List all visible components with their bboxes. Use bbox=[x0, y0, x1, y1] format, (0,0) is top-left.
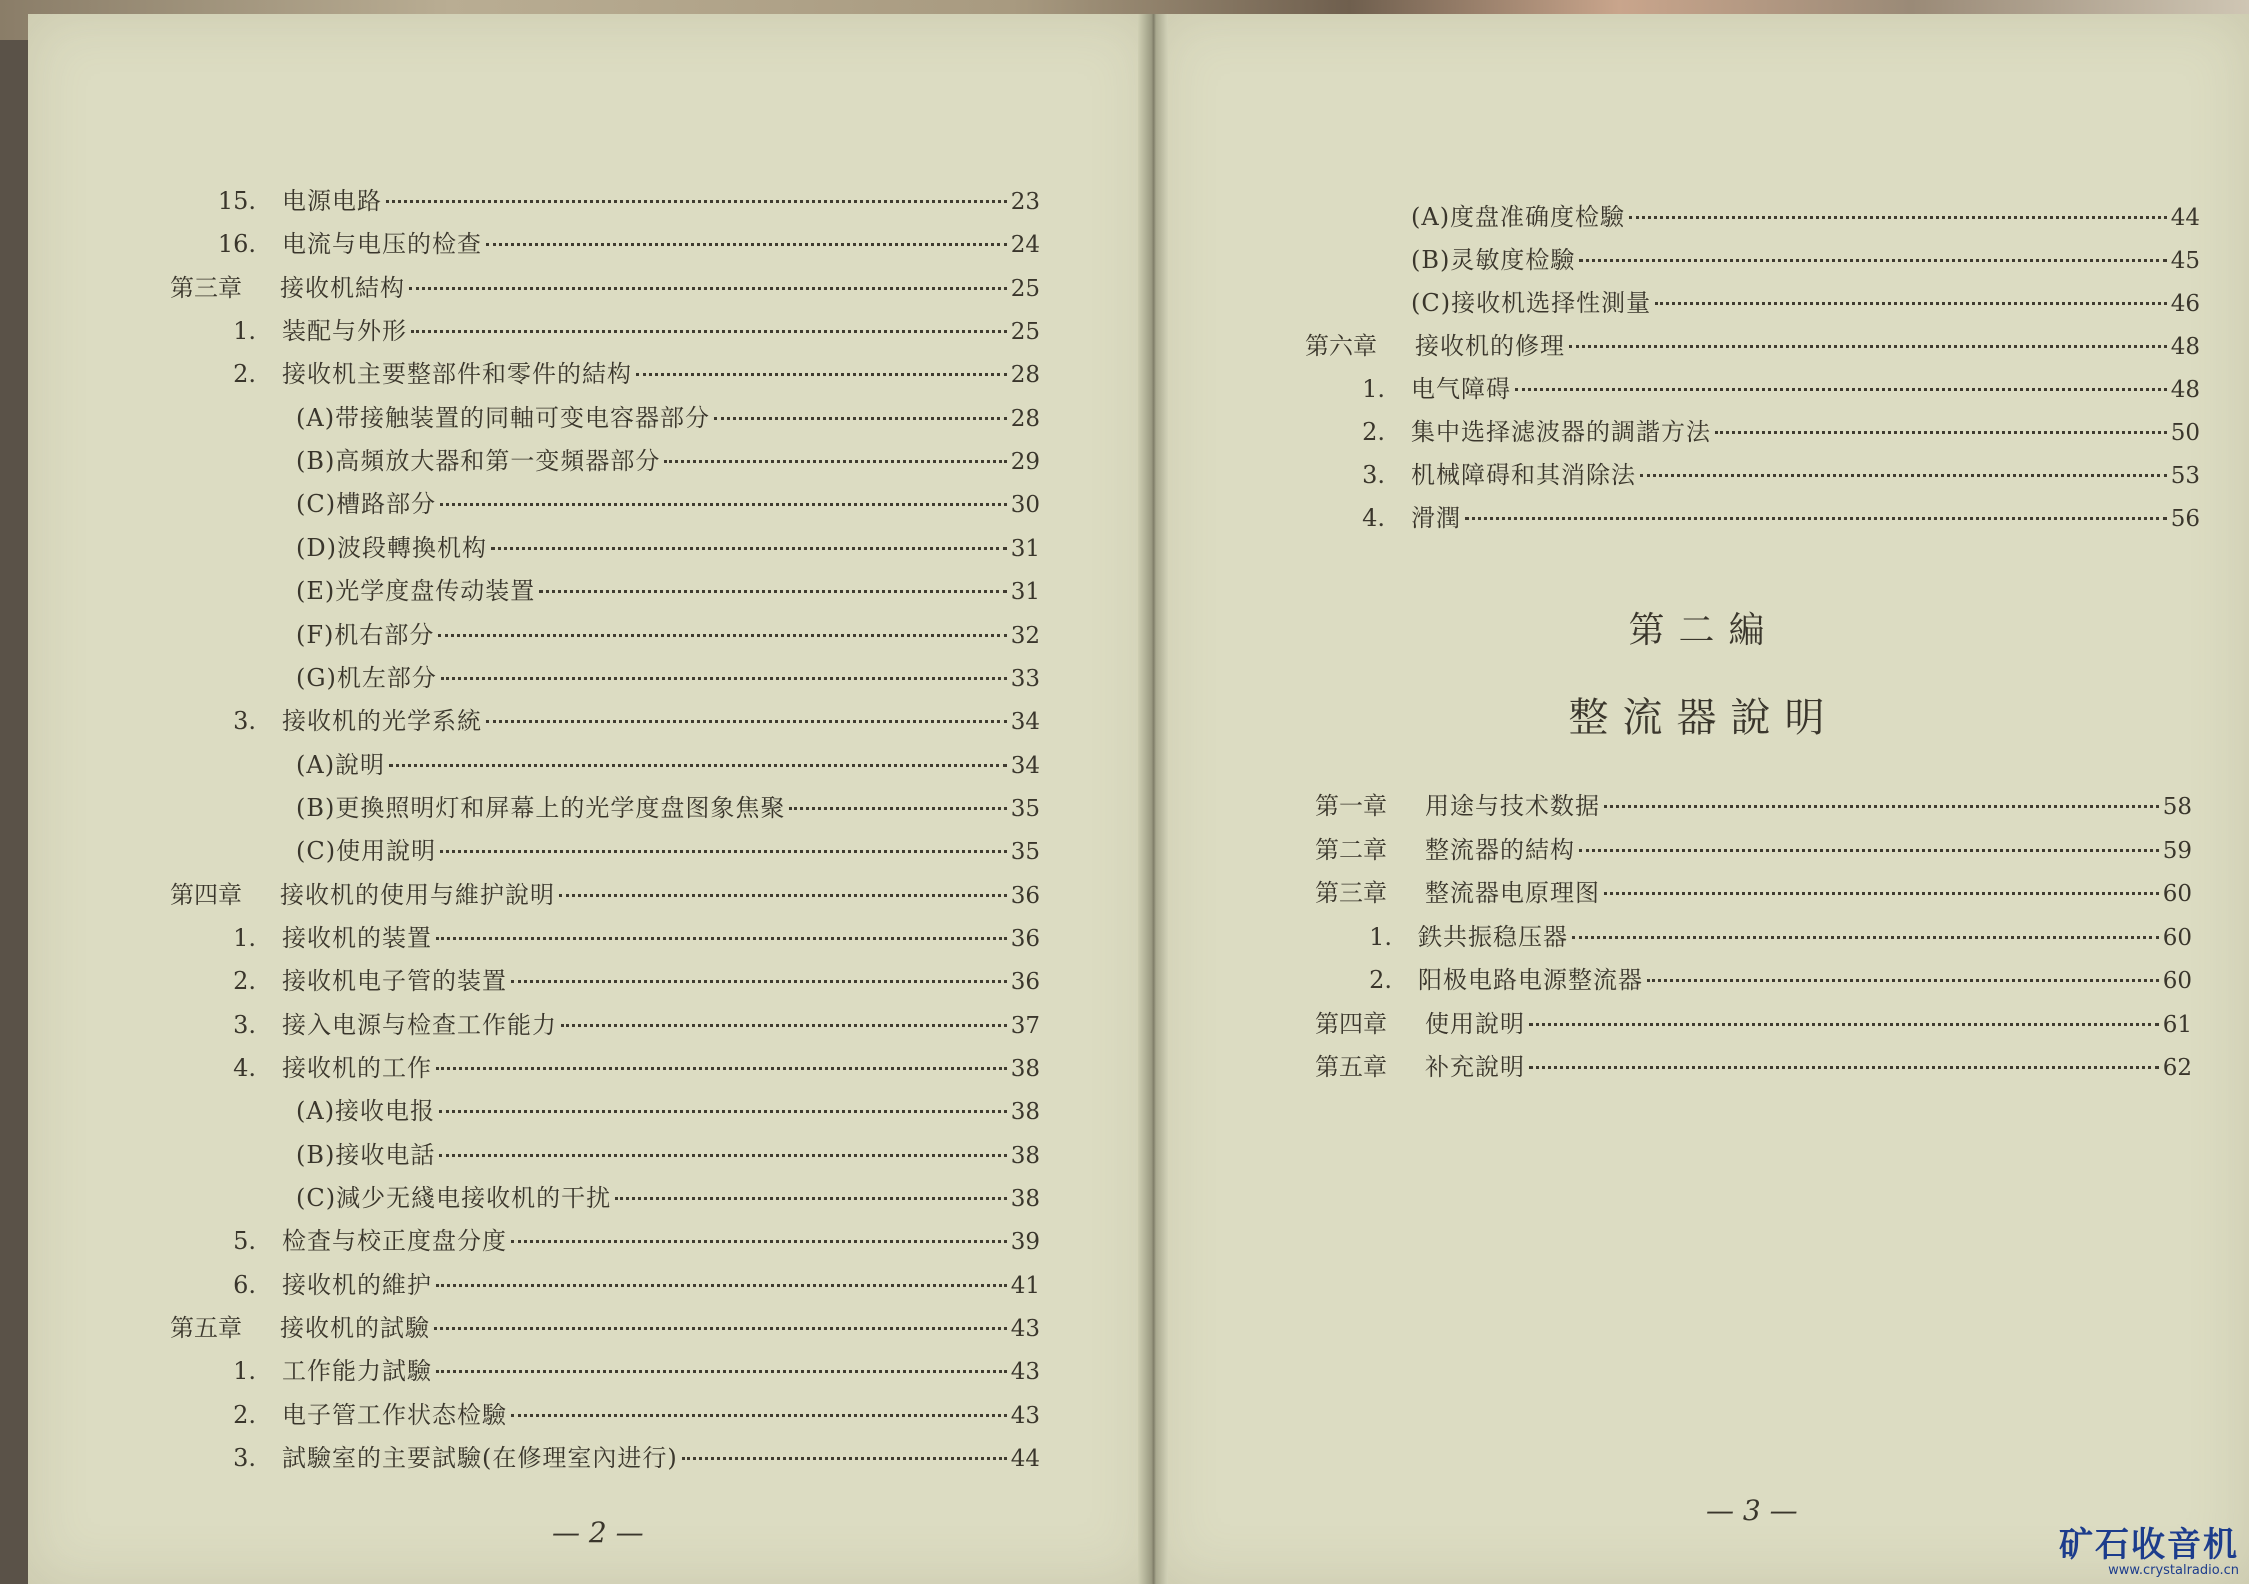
toc-entry-number: 第六章 bbox=[1305, 332, 1377, 360]
toc-entry-page: 37 bbox=[1010, 1012, 1040, 1039]
toc-entry-page: 44 bbox=[2170, 205, 2200, 231]
toc-dot-leader bbox=[636, 373, 1007, 376]
toc-entry-page: 31 bbox=[1010, 535, 1040, 562]
toc-entry-title: 电源电路 bbox=[282, 187, 382, 215]
toc-entry-page: 35 bbox=[1010, 839, 1040, 866]
toc-entry bbox=[212, 1051, 1040, 1085]
toc-entry-title: 整流器的結构 bbox=[1425, 835, 1575, 864]
toc-dot-leader bbox=[411, 330, 1007, 333]
toc-entry-page: 39 bbox=[1010, 1229, 1040, 1256]
toc-dot-leader bbox=[664, 460, 1006, 463]
toc-entry-title: (A)度盘准确度检驗 bbox=[1411, 203, 1626, 231]
toc-entry-page: 60 bbox=[2162, 968, 2192, 994]
toc-entry bbox=[212, 184, 1040, 218]
toc-entry-page: 41 bbox=[1010, 1272, 1040, 1299]
toc-dot-leader bbox=[1715, 431, 2167, 434]
toc-entry-page: 38 bbox=[1010, 1099, 1040, 1126]
toc-dot-leader bbox=[1604, 805, 2159, 808]
toc-entry-number: 1. bbox=[1369, 922, 1392, 951]
toc-entry bbox=[212, 921, 1040, 955]
toc-entry-page: 36 bbox=[1010, 969, 1040, 996]
toc-dot-leader bbox=[439, 1110, 1007, 1113]
toc-entry bbox=[1315, 789, 2192, 823]
toc-entry bbox=[1355, 286, 2200, 320]
toc-entry-page: 34 bbox=[1010, 752, 1040, 779]
toc-entry bbox=[212, 791, 1040, 825]
toc-entry-number: 第五章 bbox=[1315, 1053, 1387, 1081]
toc-entry-page: 44 bbox=[1010, 1446, 1040, 1473]
toc-entry-number: 第一章 bbox=[1315, 792, 1387, 820]
toc-entry-number: 第三章 bbox=[1315, 879, 1387, 907]
toc-entry-number: 第四章 bbox=[170, 880, 242, 909]
toc-entry-number: 1. bbox=[233, 1357, 256, 1386]
left-page-number: — 2 — bbox=[552, 1516, 644, 1549]
toc-entry-number: 第五章 bbox=[170, 1314, 242, 1343]
watermark-url: www.crystalradio.cn bbox=[2108, 1563, 2239, 1578]
toc-dot-leader bbox=[1579, 849, 2159, 852]
toc-entry-title: (F)机右部分 bbox=[296, 620, 435, 649]
toc-entry-title: (D)波段轉換机构 bbox=[296, 533, 487, 562]
toc-entry-page: 28 bbox=[1010, 405, 1040, 432]
toc-entry-title: (C)減少无綫电接收机的干扰 bbox=[296, 1184, 612, 1213]
toc-entry-page: 61 bbox=[2162, 1011, 2192, 1038]
toc-entry bbox=[212, 401, 1040, 435]
toc-entry bbox=[1315, 876, 2192, 910]
toc-entry bbox=[1362, 920, 2192, 954]
toc-entry-title: (C)槽路部分 bbox=[296, 490, 437, 519]
toc-dot-leader bbox=[561, 1024, 1007, 1027]
site-watermark[interactable] bbox=[2059, 1526, 2239, 1578]
toc-dot-leader bbox=[1655, 302, 2167, 305]
toc-dot-leader bbox=[436, 937, 1007, 940]
toc-entry bbox=[212, 964, 1040, 998]
toc-entry bbox=[212, 1441, 1040, 1475]
right-page-number: — 3 — bbox=[1706, 1494, 1798, 1527]
toc-entry-number: 3. bbox=[233, 707, 256, 736]
toc-entry-title: 检査与校正度盘分度 bbox=[282, 1227, 507, 1256]
toc-entry-title: 整流器电原理图 bbox=[1425, 879, 1600, 907]
toc-entry-page: 38 bbox=[1010, 1186, 1040, 1213]
toc-entry-title: 阳极电路电源整流器 bbox=[1418, 966, 1643, 994]
toc-entry-page: 46 bbox=[2170, 291, 2200, 317]
toc-entry-title: 集中选择滤波器的調諧方法 bbox=[1411, 418, 1711, 446]
toc-entry-page: 32 bbox=[1010, 622, 1040, 649]
toc-entry-title: 电子管工作状态检驗 bbox=[282, 1400, 507, 1429]
toc-entry-number: 第三章 bbox=[170, 273, 242, 302]
toc-entry-title: (B)接收电話 bbox=[296, 1140, 436, 1169]
toc-dot-leader bbox=[511, 1240, 1007, 1243]
toc-entry-title: 用途与技术数据 bbox=[1425, 792, 1600, 820]
toc-entry bbox=[170, 271, 1040, 305]
toc-entry bbox=[212, 834, 1040, 868]
toc-entry-title: (A)說明 bbox=[296, 750, 386, 779]
toc-entry bbox=[212, 618, 1040, 652]
toc-entry-number: 1. bbox=[233, 923, 256, 952]
toc-entry-number: 1. bbox=[1362, 375, 1385, 403]
toc-entry-page: 38 bbox=[1010, 1142, 1040, 1169]
toc-entry-number: 2. bbox=[1369, 966, 1392, 994]
toc-dot-leader bbox=[789, 807, 1006, 810]
toc-dot-leader bbox=[1529, 1066, 2159, 1069]
toc-entry-title: 接收机电子管的装置 bbox=[282, 967, 507, 996]
toc-entry-title: 电气障碍 bbox=[1411, 375, 1511, 403]
toc-dot-leader bbox=[1604, 892, 2159, 895]
toc-dot-leader bbox=[389, 764, 1007, 767]
toc-entry-page: 29 bbox=[1010, 449, 1040, 476]
toc-entry-page: 30 bbox=[1010, 492, 1040, 519]
toc-entry bbox=[1315, 833, 2192, 867]
toc-entry-title: 鉄共振稳压器 bbox=[1418, 922, 1568, 951]
toc-dot-leader bbox=[441, 677, 1007, 680]
toc-entry-page: 31 bbox=[1010, 579, 1040, 606]
toc-entry bbox=[212, 1138, 1040, 1172]
toc-entry-number: 15. bbox=[217, 187, 256, 215]
toc-entry-page: 23 bbox=[1010, 189, 1040, 215]
part-title: 整流器說明 bbox=[1568, 695, 1839, 741]
toc-dot-leader bbox=[511, 980, 1007, 983]
toc-entry bbox=[1315, 1007, 2192, 1041]
toc-entry-title: 滑潤 bbox=[1411, 504, 1461, 532]
toc-dot-leader bbox=[559, 894, 1007, 897]
toc-entry-title: (A)带接触装置的同軸可变电容器部分 bbox=[296, 403, 711, 432]
toc-dot-leader bbox=[440, 503, 1007, 506]
toc-entry-page: 24 bbox=[1010, 232, 1040, 259]
toc-dot-leader bbox=[539, 590, 1006, 593]
toc-entry-number: 4. bbox=[1362, 504, 1385, 532]
toc-entry-title: (A)接收电报 bbox=[296, 1097, 436, 1126]
toc-entry bbox=[170, 1311, 1040, 1345]
toc-entry-number: 2. bbox=[1362, 418, 1385, 446]
watermark-title: 矿石收音机 bbox=[2059, 1525, 2239, 1565]
toc-entry bbox=[212, 1224, 1040, 1258]
toc-entry-title: (B)高頻放大器和第一变頻器部分 bbox=[296, 447, 661, 476]
toc-entry-number: 第四章 bbox=[1315, 1009, 1387, 1038]
toc-entry-title: 电流与电压的检查 bbox=[282, 230, 482, 259]
toc-entry-title: (B)更換照明灯和屏幕上的光学度盘图象焦聚 bbox=[296, 793, 786, 822]
toc-entry-page: 60 bbox=[2162, 924, 2192, 951]
toc-entry-title: (C)使用說明 bbox=[296, 837, 437, 866]
toc-entry bbox=[212, 1181, 1040, 1215]
toc-entry-title: 接收机的装置 bbox=[282, 923, 432, 952]
toc-entry-page: 38 bbox=[1010, 1056, 1040, 1082]
toc-entry-title: 接收机的光学系統 bbox=[282, 707, 482, 736]
toc-entry-number: 1. bbox=[233, 317, 256, 346]
toc-entry bbox=[212, 1398, 1040, 1432]
toc-entry-title: 接收机的使用与維护說明 bbox=[280, 880, 555, 909]
toc-entry bbox=[1355, 243, 2200, 277]
toc-entry bbox=[212, 227, 1040, 261]
toc-entry-page: 60 bbox=[2162, 881, 2192, 907]
toc-dot-leader bbox=[1572, 936, 2159, 939]
toc-entry-title: 接收机的工作 bbox=[282, 1054, 432, 1082]
toc-entry-title: 装配与外形 bbox=[282, 317, 407, 346]
toc-entry-page: 25 bbox=[1010, 275, 1040, 302]
toc-dot-leader bbox=[1569, 345, 2167, 348]
toc-dot-leader bbox=[511, 1414, 1007, 1417]
toc-dot-leader bbox=[436, 1370, 1007, 1373]
toc-entry-number: 2. bbox=[233, 360, 256, 389]
toc-entry-title: (E)光学度盘传动装置 bbox=[296, 577, 536, 606]
toc-entry-page: 56 bbox=[2170, 506, 2200, 532]
toc-entry-number: 3. bbox=[233, 1010, 256, 1039]
toc-dot-leader bbox=[714, 417, 1007, 420]
toc-entry-title: 接收机的修理 bbox=[1415, 332, 1565, 360]
toc-entry bbox=[212, 574, 1040, 608]
toc-entry bbox=[1315, 1050, 2192, 1084]
toc-entry bbox=[1362, 963, 2192, 997]
toc-dot-leader bbox=[486, 720, 1007, 723]
toc-entry-title: 工作能力試驗 bbox=[282, 1357, 432, 1386]
toc-entry-page: 45 bbox=[2170, 248, 2200, 274]
toc-entry-number: 3. bbox=[233, 1444, 256, 1473]
toc-entry-page: 43 bbox=[1010, 1316, 1040, 1343]
toc-dot-leader bbox=[1515, 388, 2167, 391]
toc-dot-leader bbox=[438, 634, 1006, 637]
toc-entry-page: 62 bbox=[2162, 1055, 2192, 1081]
toc-entry bbox=[212, 1268, 1040, 1302]
toc-entry-title: 使用說明 bbox=[1425, 1009, 1525, 1038]
toc-dot-leader bbox=[1465, 517, 2167, 520]
toc-dot-leader bbox=[486, 243, 1007, 246]
toc-entry-number: 第二章 bbox=[1315, 835, 1387, 864]
toc-entry bbox=[212, 531, 1040, 565]
toc-entry-page: 34 bbox=[1010, 709, 1040, 736]
toc-entry-page: 36 bbox=[1010, 925, 1040, 952]
toc-entry-number: 2. bbox=[233, 1400, 256, 1429]
toc-entry-number: 6. bbox=[233, 1270, 256, 1299]
toc-entry-title: (G)机左部分 bbox=[296, 663, 437, 692]
toc-entry-title: 机械障碍和其消除法 bbox=[1411, 461, 1636, 489]
toc-entry bbox=[212, 1008, 1040, 1042]
toc-entry-page: 48 bbox=[2170, 377, 2200, 403]
toc-entry bbox=[212, 661, 1040, 695]
toc-dot-leader bbox=[1647, 979, 2159, 982]
toc-entry-title: (C)接收机选择性測量 bbox=[1411, 289, 1652, 317]
toc-entry bbox=[212, 1094, 1040, 1128]
toc-dot-leader bbox=[1529, 1023, 2159, 1026]
toc-entry-page: 48 bbox=[2170, 334, 2200, 360]
toc-entry-title: 接收机的維护 bbox=[282, 1270, 432, 1299]
toc-entry-title: 接收机主要整部件和零件的結构 bbox=[282, 360, 632, 389]
toc-entry bbox=[1355, 200, 2200, 234]
toc-entry-page: 58 bbox=[2162, 794, 2192, 820]
toc-dot-leader bbox=[491, 547, 1007, 550]
toc-entry bbox=[212, 487, 1040, 521]
toc-entry-page: 53 bbox=[2170, 463, 2200, 489]
toc-entry-page: 50 bbox=[2170, 420, 2200, 446]
toc-dot-leader bbox=[1629, 216, 2167, 219]
toc-entry bbox=[1355, 458, 2200, 492]
toc-entry-page: 33 bbox=[1010, 665, 1040, 692]
toc-dot-leader bbox=[439, 1154, 1006, 1157]
part-label: 第二編 bbox=[1628, 610, 1779, 651]
toc-entry-number: 4. bbox=[233, 1054, 256, 1082]
toc-entry bbox=[212, 748, 1040, 782]
toc-entry-number: 5. bbox=[233, 1227, 256, 1256]
toc-entry bbox=[1355, 501, 2200, 535]
toc-entry-page: 28 bbox=[1010, 362, 1040, 389]
toc-entry-title: 补充說明 bbox=[1425, 1053, 1525, 1081]
toc-entry-title: 接收机結构 bbox=[280, 273, 405, 302]
toc-entry bbox=[170, 878, 1040, 912]
toc-entry bbox=[212, 357, 1040, 391]
toc-entry-page: 36 bbox=[1010, 882, 1040, 909]
toc-entry bbox=[212, 314, 1040, 348]
toc-entry-number: 2. bbox=[233, 967, 256, 996]
toc-entry bbox=[1355, 372, 2200, 406]
toc-entry-page: 43 bbox=[1010, 1402, 1040, 1429]
toc-dot-leader bbox=[1579, 259, 2166, 262]
toc-entry-page: 43 bbox=[1010, 1359, 1040, 1386]
toc-dot-leader bbox=[615, 1197, 1007, 1200]
toc-entry-page: 59 bbox=[2162, 837, 2192, 864]
toc-entry bbox=[212, 444, 1040, 478]
toc-entry bbox=[212, 1354, 1040, 1388]
toc-entry-title: 接收机的試驗 bbox=[280, 1314, 430, 1343]
book-spine bbox=[1138, 14, 1168, 1584]
toc-dot-leader bbox=[386, 200, 1007, 203]
toc-dot-leader bbox=[1640, 474, 2167, 477]
toc-entry bbox=[212, 704, 1040, 738]
toc-entry-title: (B)灵敏度检驗 bbox=[1411, 246, 1576, 274]
toc-entry bbox=[1355, 415, 2200, 449]
toc-entry-number: 3. bbox=[1362, 461, 1385, 489]
toc-dot-leader bbox=[409, 287, 1007, 290]
toc-dot-leader bbox=[682, 1457, 1007, 1460]
toc-dot-leader bbox=[436, 1284, 1007, 1287]
toc-dot-leader bbox=[434, 1327, 1007, 1330]
toc-entry-page: 25 bbox=[1010, 319, 1040, 346]
toc-entry-number: 16. bbox=[217, 230, 256, 259]
toc-entry-title: 接入电源与检查工作能力 bbox=[282, 1010, 557, 1039]
toc-entry-page: 35 bbox=[1010, 795, 1040, 822]
toc-dot-leader bbox=[440, 850, 1007, 853]
toc-dot-leader bbox=[436, 1067, 1007, 1070]
toc-entry-title: 試驗室的主要試驗(在修理室內进行) bbox=[282, 1444, 678, 1473]
toc-entry bbox=[1305, 329, 2200, 363]
